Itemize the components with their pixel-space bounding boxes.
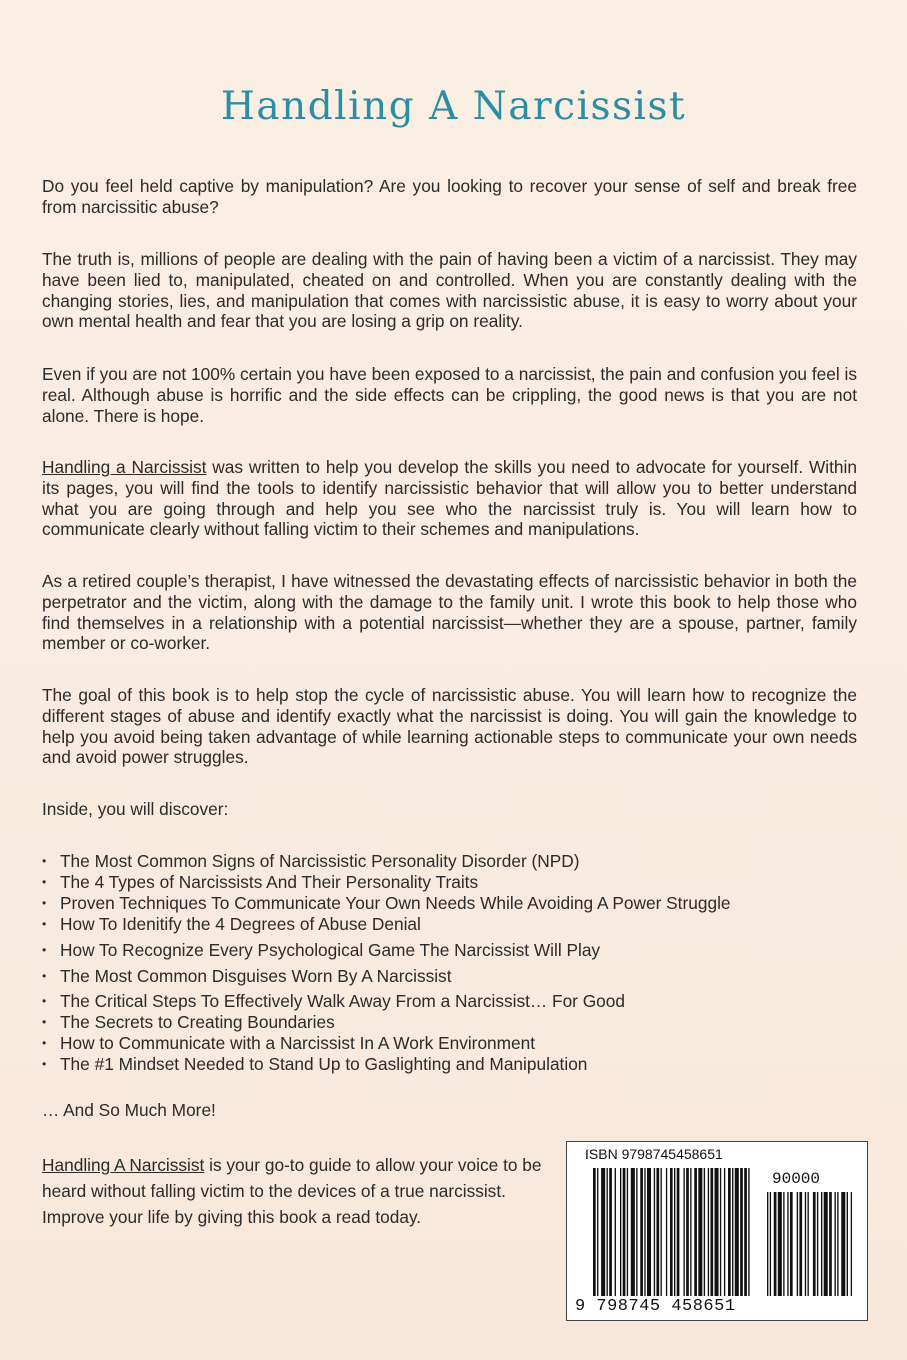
hope-paragraph: Even if you are not 100% certain you have been exposed to a narcissist, the pain and confusion you feel is real. Although abuse is horrific and the side effects can be crippling, the good news is that you are not alone. There is hope. bbox=[42, 364, 857, 426]
so-much-more: … And So Much More! bbox=[42, 1100, 216, 1120]
isbn-barcode bbox=[566, 1141, 868, 1321]
bullet-icon: • bbox=[42, 854, 47, 868]
price-code: 90000 bbox=[772, 1170, 821, 1188]
bullet-icon: • bbox=[42, 875, 47, 889]
closing-text: is your go-to guide to allow your voice to be heard without falling victim to the devices of a true narcissist. Improve your life by giving this book a read today. bbox=[42, 1155, 542, 1227]
isbn-label: ISBN 9798745458651 bbox=[585, 1146, 723, 1162]
author-paragraph: As a retired couple’s therapist, I have witnessed the devastating effects of narcissistic behavior in both the perpetrator and the victim, along with the damage to the family unit. I wrote this book to help those who find themselves in a relationship with a potential narcissist—whether they are a spouse, partner, family member or co-worker. bbox=[42, 571, 857, 654]
bullet-icon: • bbox=[42, 943, 47, 957]
list-item: • The Critical Steps To Effectively Walk Away From a Narcissist… For Good bbox=[42, 991, 626, 1011]
bullet-icon: • bbox=[42, 969, 47, 983]
list-item: • How To Idenitify the 4 Degrees of Abuse Denial bbox=[42, 914, 421, 934]
bullet-icon: • bbox=[42, 896, 47, 910]
list-item: • The Secrets to Creating Boundaries bbox=[42, 1012, 335, 1032]
bullet-icon: • bbox=[42, 1057, 47, 1071]
truth-paragraph: The truth is, millions of people are dealing with the pain of having been a victim of a narcissist. They may have been lied to, manipulated, cheated on and controlled. When you are constantly dealing with the changing stories, lies, and manipulation that comes with narcissistic abuse, it is easy to worry about your own mental health and fear that you are losing a grip on reality. bbox=[42, 249, 857, 332]
bullet-icon: • bbox=[42, 1036, 47, 1050]
closing-paragraph bbox=[42, 1152, 542, 1230]
discover-intro: Inside, you will discover: bbox=[42, 799, 229, 819]
list-item: • The Most Common Disguises Worn By A Narcissist bbox=[42, 966, 452, 986]
bullet-icon: • bbox=[42, 1015, 47, 1029]
bullet-icon: • bbox=[42, 994, 47, 1008]
purpose-paragraph bbox=[42, 457, 857, 540]
list-item: • How to Communicate with a Narcissist In A Work Environment bbox=[42, 1033, 536, 1053]
list-item: • Proven Techniques To Communicate Your Own Needs While Avoiding A Power Struggle bbox=[42, 893, 731, 913]
bullet-icon: • bbox=[42, 917, 47, 931]
list-item: • The #1 Mindset Needed to Stand Up to Gaslighting and Manipulation bbox=[42, 1054, 588, 1074]
closing-title: Handling A Narcissist bbox=[42, 1155, 205, 1175]
purpose-text: was written to help you develop the skills you need to advocate for yourself. Within its pages, you will find the tools to identify narcissistic behavior that will allow you to better understand what you are going through and help you see who the narcissist truly is. You will learn how to communicate clearly without falling victim to their schemes and manipulations. bbox=[42, 457, 857, 540]
barcode-digits: 9 798745 458651 bbox=[575, 1297, 736, 1316]
book-title: Handling A Narcissist bbox=[220, 84, 687, 130]
goal-paragraph: The goal of this book is to help stop the cycle of narcissistic abuse. You will learn how to recognize the different stages of abuse and identify exactly what the narcissist is doing. You will gain the knowledge to help you avoid being taken advantage of while learning actionable steps to communicate your own needs and avoid power struggles. bbox=[42, 685, 857, 768]
barcode-bars bbox=[567, 1142, 869, 1322]
list-item: • The 4 Types of Narcissists And Their Personality Traits bbox=[42, 872, 479, 892]
intro-question-paragraph: Do you feel held captive by manipulation? Are you looking to recover your sense of self and break free from narcissitic abuse? bbox=[42, 176, 857, 217]
list-item: • How To Recognize Every Psychological Game The Narcissist Will Play bbox=[42, 940, 601, 960]
list-item: • The Most Common Signs of Narcissistic Personality Disorder (NPD) bbox=[42, 851, 580, 871]
book-title-reference: Handling a Narcissist bbox=[42, 457, 207, 477]
